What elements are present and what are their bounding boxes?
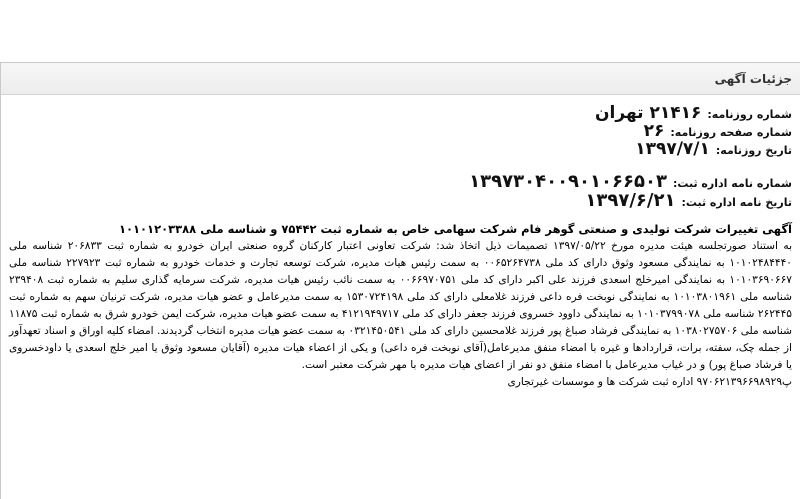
registry-info — [9, 173, 792, 211]
registry-letter-date-row — [9, 192, 792, 211]
ad-title: آگهی تغییرات شرکت تولیدی و صنعتی گوهر فام شرکت سهامی خاص به شماره ثبت ۷۵۴۴۲ و شناسه ملی ۱۰۱۰۱۲۰۳۳۸۸ — [118, 222, 792, 236]
newspaper-info — [9, 105, 792, 159]
newspaper-number-value: ۲۱۴۱۶ تهران — [595, 103, 702, 123]
newspaper-date-row — [9, 141, 792, 159]
newspaper-page-value: ۲۶ — [643, 121, 665, 141]
panel-content — [1, 95, 800, 391]
newspaper-number-row — [9, 105, 792, 123]
panel-title: جزئیات آگهی — [714, 71, 792, 86]
registry-letter-date-value: ۱۳۹۷/۶/۲۱ — [585, 190, 676, 211]
top-blank-area — [0, 0, 800, 62]
panel-header — [1, 63, 800, 95]
ad-body: به استناد صورتجلسه هیئت مدیره مورخ ۱۳۹۷/۰۵/۲۲ تصمیمات ذیل اتخاذ شد: شرکت تعاونی اعتبار کارکنان گروه صنعتی ایران خودرو به شماره ثبت ۲۰۶۸۳۳ شناسه ملی ۱۰۱۰۲۴۸۴۴۴۰ به نمایندگی مسعود وثوق دارای کد ملی ۰۰۶۵۲۶۴۷۳۸ به سمت رئیس هیات مدیره، شرکت توسعه تجارت و خدمات خودرو به شماره ثبت ۲۲۷۹۲۳ شناسه ملی ۱۰۱۰۳۶۹۰۶۶۷ به نمایندگی امیرخلج اسعدی فرزند علی اکبر دارای کد ملی ۰۰۶۶۹۷۰۷۵۱ به سمت نائب رئیس هیات مدیره، شرکت سرمایه گذاری سلیم به شماره ثبت ۲۳۹۴۰۸ شناسه ملی ۱۰۱۰۳۸۰۱۹۶۱ به نمایندگی نوبخت فره داعی فرزند غلامعلی دارای کد ملی ۱۵۳۰۷۲۴۱۹۸ به سمت مدیرعامل و عضو هیات مدیره، شرکت ترنیان سهم به شماره ثبت ۲۶۲۴۴۵ شناسه ملی ۱۰۱۰۳۷۹۹۰۷۸ به نمایندگی داوود خسروی فرزند جعفر دارای کد ملی ۴۱۲۱۹۴۹۷۱۷ به سمت عضو هیات مدیره، شرکت ایمن خودرو شرق به شماره ثبت ۱۱۸۷۵ شناسه ملی ۱۰۳۸۰۲۷۵۷۰۶ به نمایندگی فرشاد صباغ پور فرزند غلامحسین دارای کد ملی ۰۳۲۱۴۵۰۵۴۱ به سمت عضو هیات مدیره انتخاب گردیدند. امضاء کلیه اوراق و اسناد تعهدآور از جمله چک، سفته، برات، قراردادها و غیره با امضاء منفق مدیرعامل(آقای نوبخت فره داعی) و یکی از اعضاء هیات مدیره (آقایان مسعود وثوق یا امیر خلج اسعدی یا داودخسروی یا فرشاد صباغ پور) و در غیاب مدیرعامل با امضاء منفق دو نفر از اعضای هیات مدیره با مهر شرکت معتبر است. — [9, 240, 793, 371]
ad-details-panel — [0, 62, 800, 499]
newspaper-number-label: شماره روزنامه: — [707, 108, 792, 121]
newspaper-date-label: تاریخ روزنامه: — [715, 144, 792, 157]
newspaper-date-value: ۱۳۹۷/۷/۱ — [635, 139, 710, 159]
registry-letter-number-value: ۱۳۹۷۳۰۴۰۰۹۰۱۰۶۶۵۰۳ — [469, 171, 667, 192]
ad-footer: پ۹۷۰۶۲۱۳۹۶۶۹۸۹۲۹ اداره ثبت شرکت ها و موسسات غیرتجاری — [507, 376, 792, 388]
registry-letter-date-label: تاریخ نامه اداره ثبت: — [681, 196, 792, 209]
newspaper-page-label: شماره صفحه روزنامه: — [670, 126, 792, 139]
registry-letter-number-label: شماره نامه اداره ثبت: — [672, 177, 792, 190]
